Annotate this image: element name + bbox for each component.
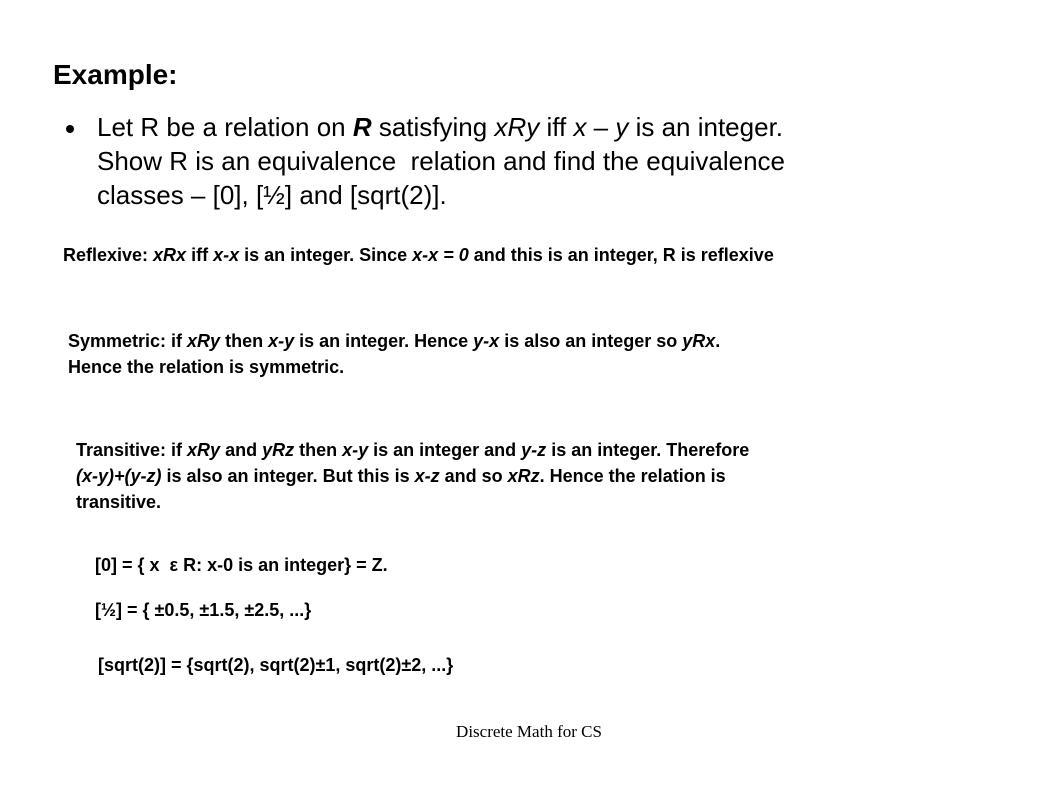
bullet-line: classes – [0], [½] and [sqrt(2)]. — [97, 180, 447, 210]
symmetric-line: Symmetric: if xRy then x-y is an integer. Hence y-x is also an integer so yRx. — [68, 331, 721, 351]
transitive-note — [76, 437, 749, 515]
class-zero: [0] = { x ε R: x-0 is an integer} = Z. — [95, 555, 388, 575]
bullet-text — [97, 110, 785, 212]
reflexive-line: Reflexive: xRx iff x-x is an integer. Since x-x = 0 and this is an integer, R is reflexive — [63, 245, 774, 265]
transitive-line: transitive. — [76, 492, 162, 512]
symmetric-note — [68, 328, 720, 380]
class-sqrt: [sqrt(2)] = {sqrt(2), sqrt(2)±1, sqrt(2)±2, ...} — [98, 655, 454, 675]
bullet-dot-icon — [66, 125, 74, 133]
reflexive-note — [63, 242, 774, 268]
symmetric-line: Hence the relation is symmetric. — [68, 357, 345, 377]
slide-title: Example: — [53, 59, 178, 90]
transitive-line: Transitive: if xRy and yRz then x-y is an integer and y-z is an integer. Therefore — [76, 440, 750, 460]
bullet-line: Show R is an equivalence relation and find the equivalence — [97, 146, 786, 176]
transitive-line: (x-y)+(y-z) is also an integer. But this is x-z and so xRz. Hence the relation is — [76, 466, 726, 486]
class-half: [½] = { ±0.5, ±1.5, ±2.5, ...} — [95, 600, 312, 620]
slide-footer: Discrete Math for CS — [456, 722, 602, 741]
bullet-line: Let R be a relation on R satisfying xRy iff x – y is an integer. — [97, 112, 784, 142]
